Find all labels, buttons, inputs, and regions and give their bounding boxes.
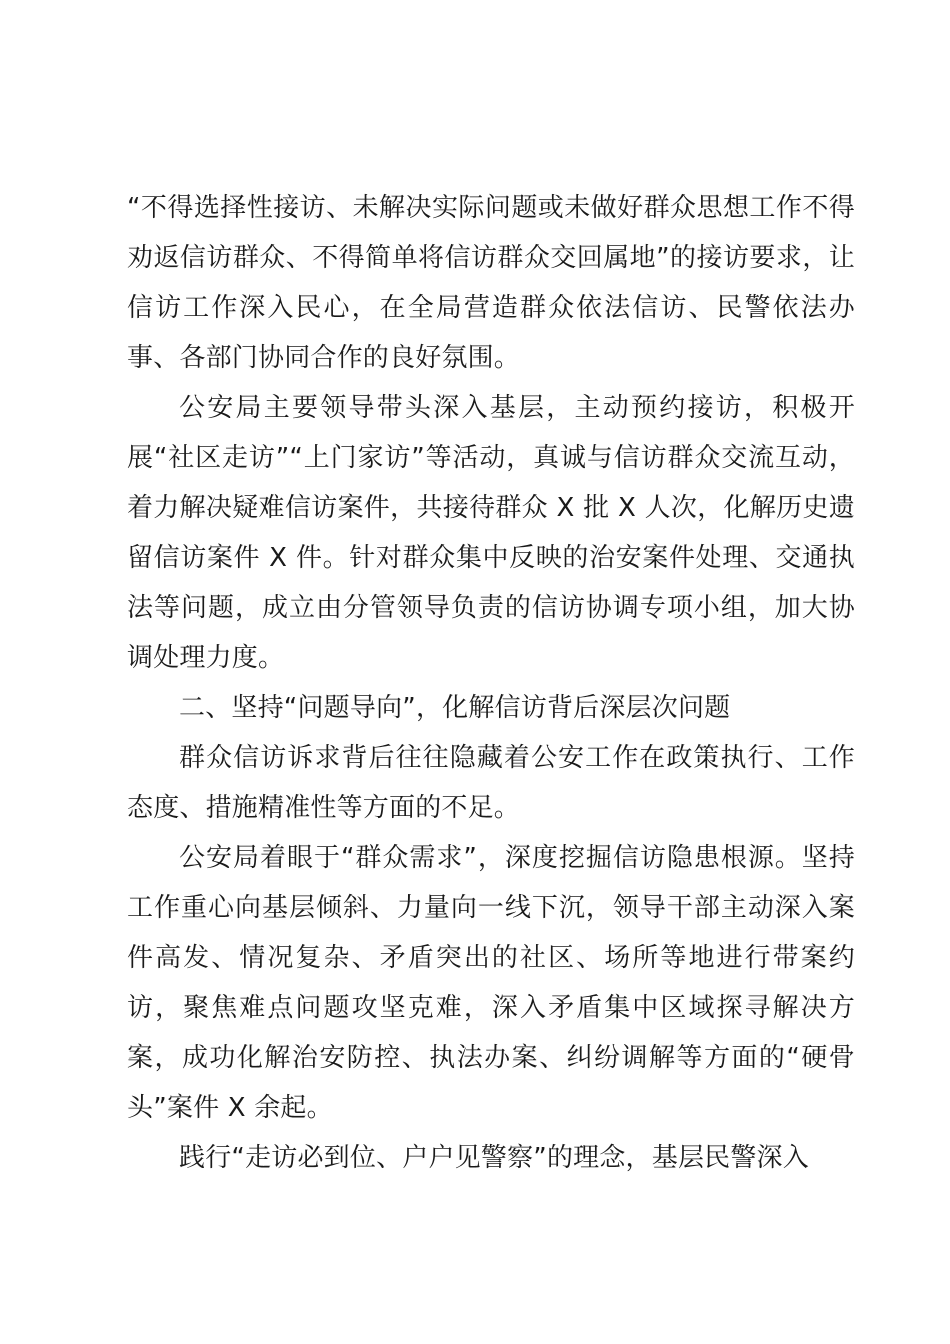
paragraph-1: “不得选择性接访、未解决实际问题或未做好群众思想工作不得劝返信访群众、不得简单将信访群众交回属地”的接访要求，让信访工作深入民心，在全局营造群众依法信访、民警依法办事、各部门协同合作的良好氛围。	[127, 193, 855, 373]
section-heading: 二、坚持“问题导向”，化解信访背后深层次问题	[179, 693, 731, 723]
paragraph-5: 践行“走访必到位、户户见警察”的理念，基层民警深入	[179, 1143, 809, 1173]
paragraph-2: 公安局主要领导带头深入基层，主动预约接访，积极开展“社区走访”“上门家访”等活动，真诚与信访群众交流互动，着力解决疑难信访案件，共接待群众 X 批 X 人次，化解历史遗留信访案件 X 件。针对群众集中反映的治安案件处理、交通执法等问题，成立由分管领导负责的信访协调专项小组，加大协调处理力度。	[127, 393, 855, 673]
paragraph-3: 群众信访诉求背后往往隐藏着公安工作在政策执行、工作态度、措施精准性等方面的不足。	[127, 743, 855, 823]
paragraph-4: 公安局着眼于“群众需求”，深度挖掘信访隐患根源。坚持工作重心向基层倾斜、力量向一线下沉，领导干部主动深入案件高发、情况复杂、矛盾突出的社区、场所等地进行带案约访，聚焦难点问题攻坚克难，深入矛盾集中区域探寻解决方案，成功化解治安防控、执法办案、纠纷调解等方面的“硬骨头”案件 X 余起。	[127, 843, 855, 1123]
document-body	[127, 183, 855, 1183]
